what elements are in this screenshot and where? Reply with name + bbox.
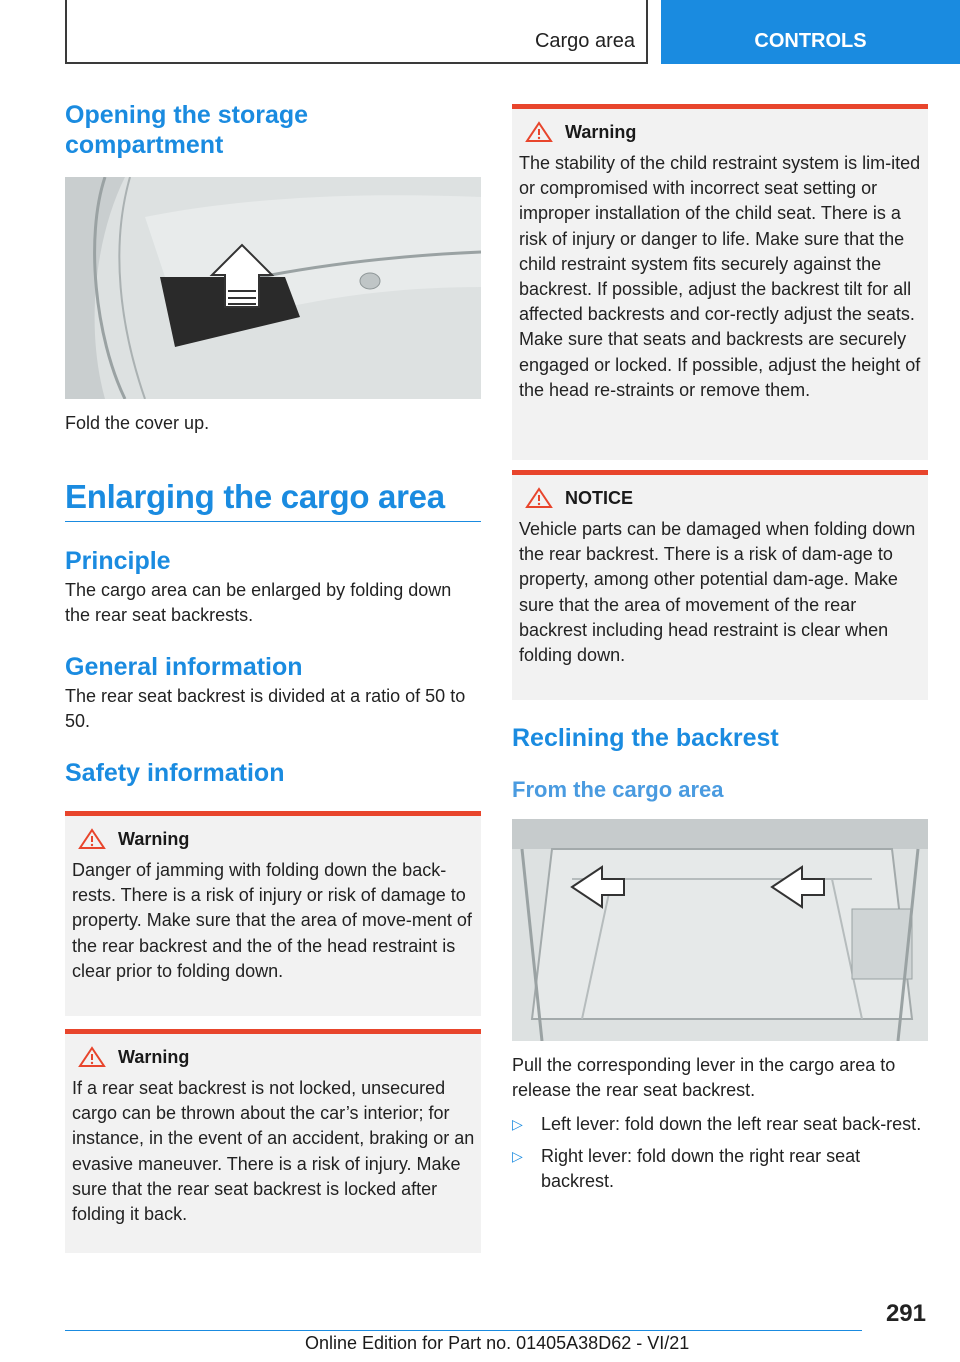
general-info-text: The rear seat backrest is divided at a ratio of 50 to 50.	[65, 686, 466, 731]
warning-box-jamming	[65, 811, 481, 1016]
warning-box-child-restraint	[512, 104, 928, 460]
cargo-area-figure	[512, 819, 928, 1041]
from-cargo-heading: From the cargo area	[512, 777, 724, 802]
list-item: ▷ Left lever: fold down the left rear seat back-rest.	[512, 1112, 928, 1137]
header-section-title: Cargo area	[534, 30, 635, 52]
cargo-area-illustration	[512, 819, 928, 1041]
fold-instruction: Fold the cover up.	[65, 413, 210, 433]
warning-triangle-icon	[525, 121, 553, 143]
warning-triangle-icon	[78, 1046, 106, 1068]
lever-list	[512, 1112, 928, 1194]
safety-heading: Safety information	[65, 759, 285, 787]
notice-triangle-icon	[525, 487, 553, 509]
warning-text: The stability of the child restraint system is lim-ited or compromised with incorrect seat setting or improper installation of the child seat. There is a risk of injury or danger to life. Make sure that the child restraint system fits securely against the backrest. If possible, adjust the backrest tilt for all affected backrests and cor-rectly adjust the seats. Make sure that seats and backrests are securely engaged or locked. If possible, adjust the height of the head re-straints or remove them.	[519, 153, 921, 400]
left-column	[65, 100, 481, 1253]
storage-compartment-illustration	[65, 177, 481, 399]
principle-text: The cargo area can be enlarged by folding down the rear seat backrests.	[65, 580, 452, 625]
general-info-heading: General information	[65, 653, 303, 681]
notice-box	[512, 470, 928, 700]
section-rule	[65, 521, 481, 522]
warning-triangle-icon	[78, 828, 106, 850]
footer-edition: Online Edition for Part no. 01405A38D62 - VI/21	[305, 1333, 690, 1353]
warning-title: Warning	[565, 121, 637, 142]
pull-lever-text: Pull the corresponding lever in the cargo area to release the rear seat backrest.	[512, 1055, 896, 1100]
footer-rule	[65, 1330, 862, 1331]
warning-text: If a rear seat backrest is not locked, unsecured cargo can be thrown about the car’s interior; for instance, in the event of an accident, braking or an evasive maneuver. There is a risk of injury. Make sure that the rear seat backrest is locked after folding it back.	[72, 1078, 475, 1225]
page-number: 291	[885, 1300, 926, 1327]
warning-title: Warning	[118, 828, 190, 849]
warning-title: Warning	[118, 1046, 190, 1067]
triangle-bullet-icon: ▷	[512, 1148, 523, 1164]
right-column	[512, 104, 928, 1201]
warning-text: Danger of jamming with folding down the back-rests. There is a risk of injury or risk of damage to property. Make sure that the area of move-ment of the rear backrest and the of the head restraint is clear prior to folding down.	[72, 860, 472, 981]
reclining-heading: Reclining the backrest	[512, 724, 779, 752]
header-tab-controls[interactable]: CONTROLS	[661, 0, 960, 64]
warning-box-unlocked	[65, 1029, 481, 1253]
list-item: ▷ Right lever: fold down the right rear seat backrest.	[512, 1146, 861, 1191]
notice-title: NOTICE	[565, 487, 634, 508]
storage-heading: Opening the storage compartment	[65, 101, 309, 159]
notice-text: Vehicle parts can be damaged when folding down the rear backrest. There is a risk of dam-age to property, among other potential dam-age. Make sure that the area of movement of the rear backrest including head restraint is clear when folding down.	[519, 519, 916, 666]
enlarge-heading: Enlarging the cargo area	[65, 478, 445, 515]
storage-compartment-figure	[65, 177, 481, 399]
principle-heading: Principle	[65, 547, 171, 575]
triangle-bullet-icon: ▷	[512, 1116, 523, 1132]
